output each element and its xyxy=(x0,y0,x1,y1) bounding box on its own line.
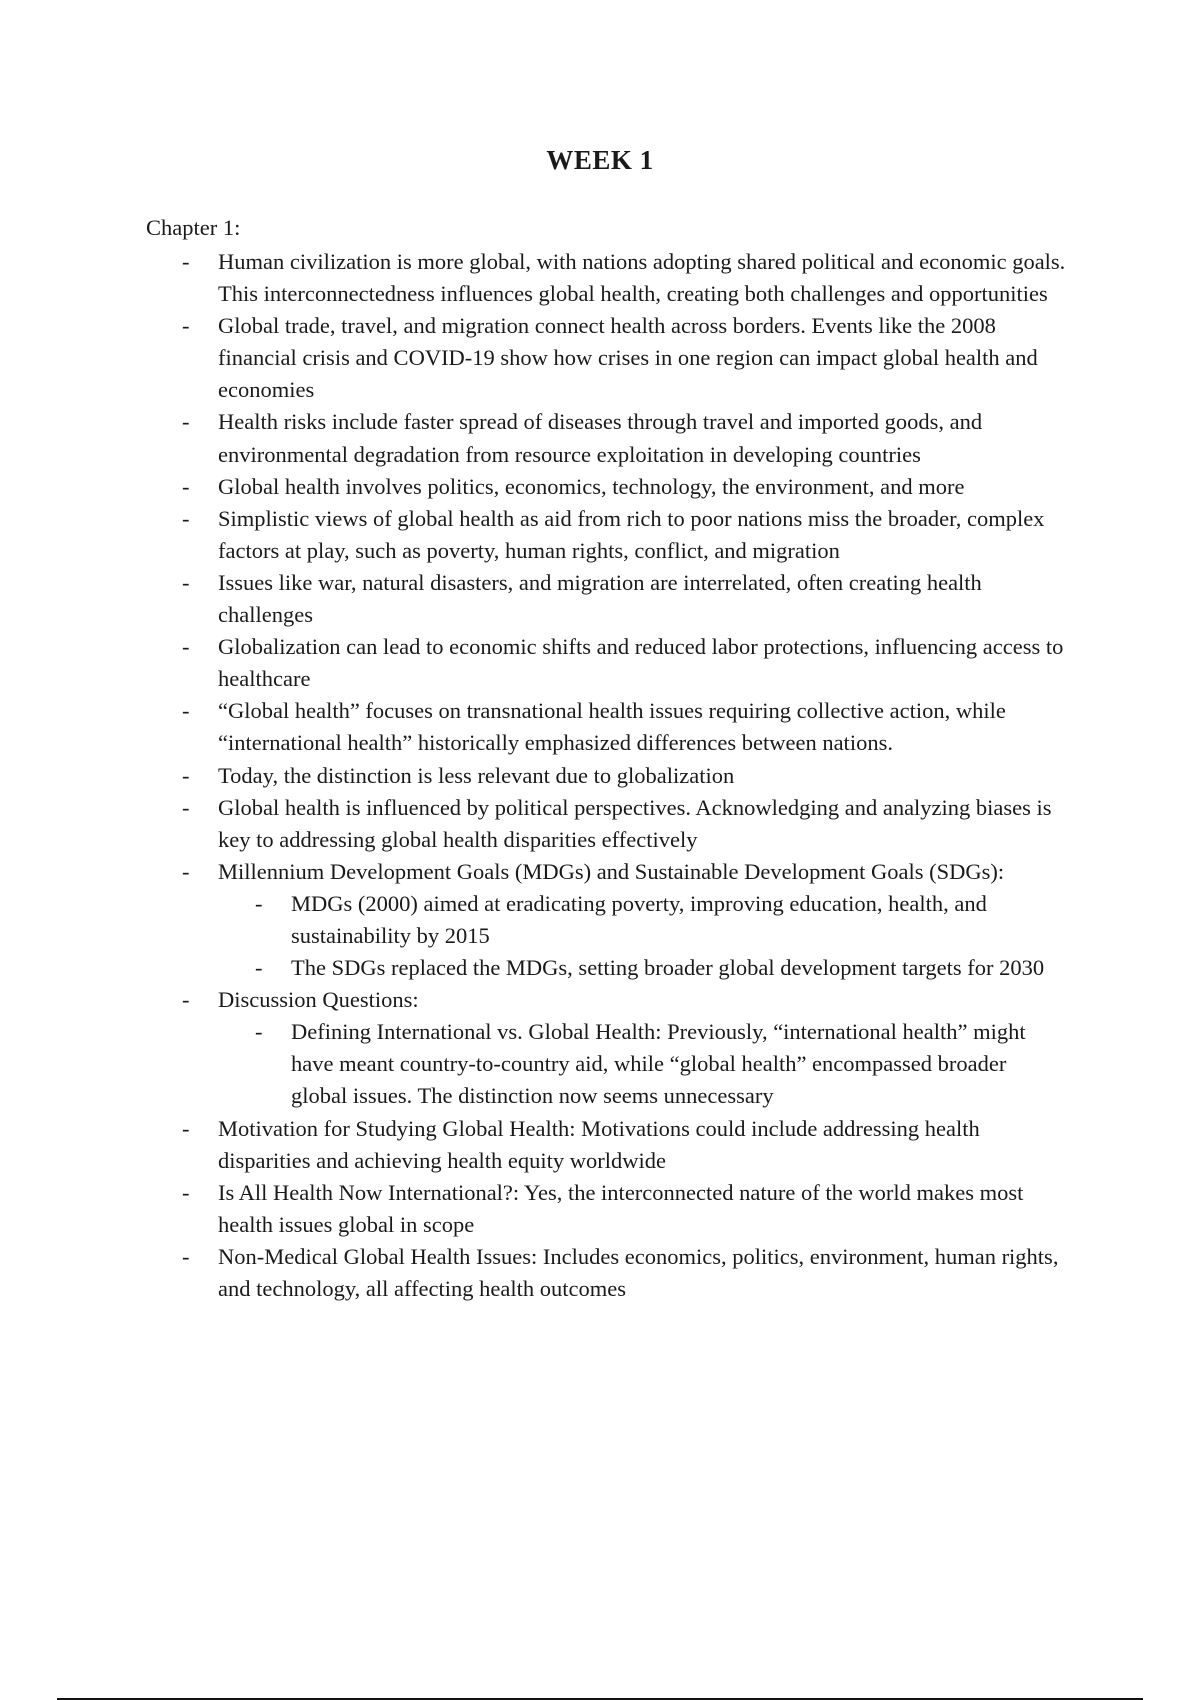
sub-list-item xyxy=(0,1016,1061,1112)
list-item xyxy=(0,406,1068,470)
list-item-text: Discussion Questions: xyxy=(218,987,419,1013)
bullet-dash: - xyxy=(255,1019,263,1045)
bullet-dash: - xyxy=(182,634,190,660)
chapter-heading: Chapter 1: xyxy=(146,215,241,240)
bullet-dash: - xyxy=(182,698,190,724)
list-item-text: Today, the distinction is less relevant due to globalization xyxy=(218,762,735,788)
list-item xyxy=(0,1241,1068,1305)
list-item xyxy=(0,1177,1068,1241)
list-item xyxy=(0,1113,1068,1177)
list-item xyxy=(0,984,1068,1016)
list-item-text: MDGs (2000) aimed at eradicating poverty, improving education, health, and sustainability by 2015 xyxy=(291,890,987,948)
bullet-dash: - xyxy=(255,955,263,981)
list-item-text: Global health involves politics, economics, technology, the environment, and more xyxy=(218,473,965,499)
list-item xyxy=(0,246,1068,310)
list-item xyxy=(0,310,1068,406)
bullet-dash: - xyxy=(182,1179,190,1205)
list-item-text: “Global health” focuses on transnational health issues requiring collective action, while “international health” historically emphasized differences between nations. xyxy=(218,698,1006,756)
list-item-text: Globalization can lead to economic shifts and reduced labor protections, influencing access to healthcare xyxy=(218,634,1064,692)
list-item-text: Human civilization is more global, with nations adopting shared political and economic goals. This interconnectedness influences global health, creating both challenges and opportunities xyxy=(218,249,1066,307)
list-item-text: Global health is influenced by political perspectives. Acknowledging and analyzing biases is key to addressing global health disparities effectively xyxy=(218,794,1052,852)
bullet-dash: - xyxy=(182,313,190,339)
list-item xyxy=(0,792,1068,856)
list-item xyxy=(0,760,1068,792)
bullet-dash: - xyxy=(182,1115,190,1141)
bullet-dash: - xyxy=(182,569,190,595)
list-item-text: Defining International vs. Global Health: Previously, “international health” might have meant country-to-country aid, while “global health” encompassed broader global issues. The distinction now seems unnecessary xyxy=(291,1019,1026,1109)
list-item xyxy=(0,567,1068,631)
bullet-dash: - xyxy=(182,762,190,788)
bullet-list xyxy=(0,246,1200,1305)
list-item xyxy=(0,631,1068,695)
sub-list-item xyxy=(0,952,1061,984)
sub-list-item xyxy=(0,888,1061,952)
list-item xyxy=(0,695,1068,759)
bullet-dash: - xyxy=(182,249,190,274)
bullet-dash: - xyxy=(255,890,263,916)
list-item-text: Non-Medical Global Health Issues: Includes economics, politics, environment, human rights, and technology, all affecting health outcomes xyxy=(218,1243,1059,1301)
list-item-text: Motivation for Studying Global Health: Motivations could include addressing health disparities and achieving health equity worldwide xyxy=(218,1115,980,1173)
bullet-dash: - xyxy=(182,473,190,499)
list-item-text: Global trade, travel, and migration connect health across borders. Events like the 2008 financial crisis and COVID-19 show how crises in one region can impact global health and economies xyxy=(218,313,1038,403)
list-item-text: Is All Health Now International?: Yes, the interconnected nature of the world makes most health issues global in scope xyxy=(218,1179,1024,1237)
bullet-dash: - xyxy=(182,409,190,435)
bullet-dash: - xyxy=(182,794,190,820)
page-title: WEEK 1 xyxy=(546,145,654,175)
bullet-dash: - xyxy=(182,1243,190,1269)
list-item-text: Issues like war, natural disasters, and migration are interrelated, often creating health challenges xyxy=(218,569,982,628)
list-item xyxy=(0,856,1068,888)
list-item-text: Health risks include faster spread of diseases through travel and imported goods, and environmental degradation from resource exploitation in developing countries xyxy=(218,409,983,467)
list-item-text: Simplistic views of global health as aid from rich to poor nations miss the broader, complex factors at play, such as poverty, human rights, conflict, and migration xyxy=(218,505,1045,563)
bullet-dash: - xyxy=(182,505,190,531)
list-item xyxy=(0,503,1068,567)
list-item-text: The SDGs replaced the MDGs, setting broader global development targets for 2030 xyxy=(291,955,1045,981)
list-item-text: Millennium Development Goals (MDGs) and Sustainable Development Goals (SDGs): xyxy=(218,858,1005,884)
list-item xyxy=(0,471,1068,503)
bullet-dash: - xyxy=(182,987,190,1013)
bullet-dash: - xyxy=(182,858,190,884)
